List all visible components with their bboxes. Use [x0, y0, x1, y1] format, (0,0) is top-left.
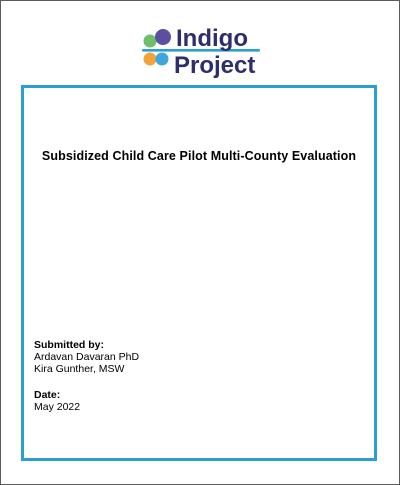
indigo-project-logo — [142, 23, 270, 79]
logo-petals-icon — [144, 29, 172, 66]
logo-text-line1: Indigo — [176, 25, 248, 52]
logo-text-line2: Project — [174, 52, 256, 79]
date-block — [34, 389, 80, 413]
author-name: Kira Gunther, MSW — [34, 363, 125, 375]
submitted-by-label: Submitted by: — [34, 339, 104, 351]
cover-frame — [21, 85, 377, 461]
date-label: Date: — [34, 389, 61, 401]
report-date: May 2022 — [34, 401, 81, 413]
report-title: Subsidized Child Care Pilot Multi-County Evaluation — [41, 149, 357, 163]
author-name: Ardavan Davaran PhD — [34, 351, 140, 363]
submitted-by-block — [34, 339, 139, 375]
